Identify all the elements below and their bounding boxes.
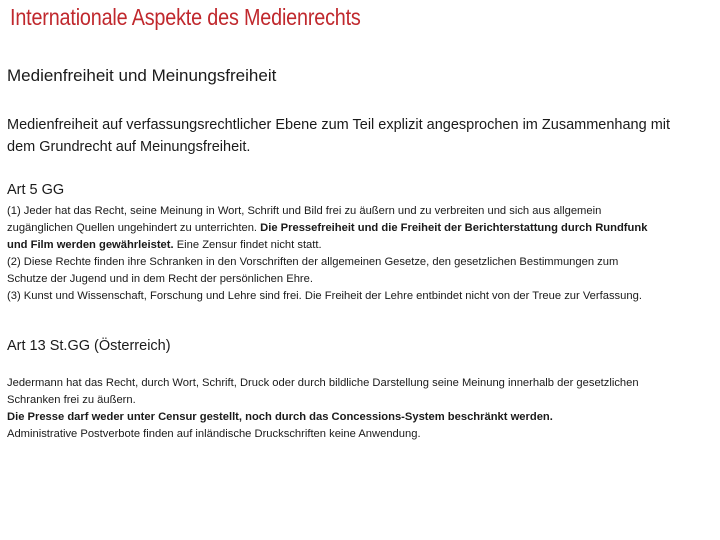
art13-paragraph-2: Die Presse darf weder unter Censur gestellt, noch durch das Concessions-System beschränkt werden. [7,411,553,423]
art5-paragraph-3: (3) Kunst und Wissenschaft, Forschung und Lehre sind frei. Die Freiheit der Lehre entbindet nicht von der Treue zur Verfassung. [7,290,642,302]
art13-text [7,375,657,443]
art13-paragraph-1: Jedermann hat das Recht, durch Wort, Schrift, Druck oder durch bildliche Darstellung seine Meinung innerhalb der gesetzlichen Schranken frei zu äußern. [7,377,639,406]
slide-subtitle: Medienfreiheit und Meinungsfreiheit [7,66,277,85]
art5-paragraph-2: (2) Diese Rechte finden ihre Schranken in den Vorschriften der allgemeinen Gesetze, den gesetzlichen Bestimmungen zum Schutze der Jugend und in dem Recht der persönlichen Ehre. [7,256,619,285]
art5-paragraph-1 [7,203,657,254]
art5-text [7,203,657,305]
art5-heading: Art 5 GG [7,182,65,198]
intro-text: Medienfreiheit auf verfassungsrechtlicher Ebene zum Teil explizit angesprochen im Zusammenhang mit dem Grundrecht auf Meinungsfreiheit. [7,117,671,155]
art5-p1-text: (1) Jeder hat das Recht, seine Meinung in Wort, Schrift und Bild frei zu äußern und zu verbreiten und sich aus allgemein zugänglichen Quellen ungehindert zu unterrichten. [7,205,602,234]
art13-paragraph-3: Administrative Postverbote finden auf inländische Druckschriften keine Anwendung. [7,428,421,440]
art5-p1-bold: Die Pressefreiheit und die Freiheit der Berichterstattung durch Rundfunk und Film werden gewährleistet. [7,222,648,251]
art13-heading: Art 13 St.GG (Österreich) [7,338,171,354]
art5-p1-text-end: Eine Zensur findet nicht statt. [173,239,322,251]
slide-title: Internationale Aspekte des Medienrechts [10,4,361,30]
